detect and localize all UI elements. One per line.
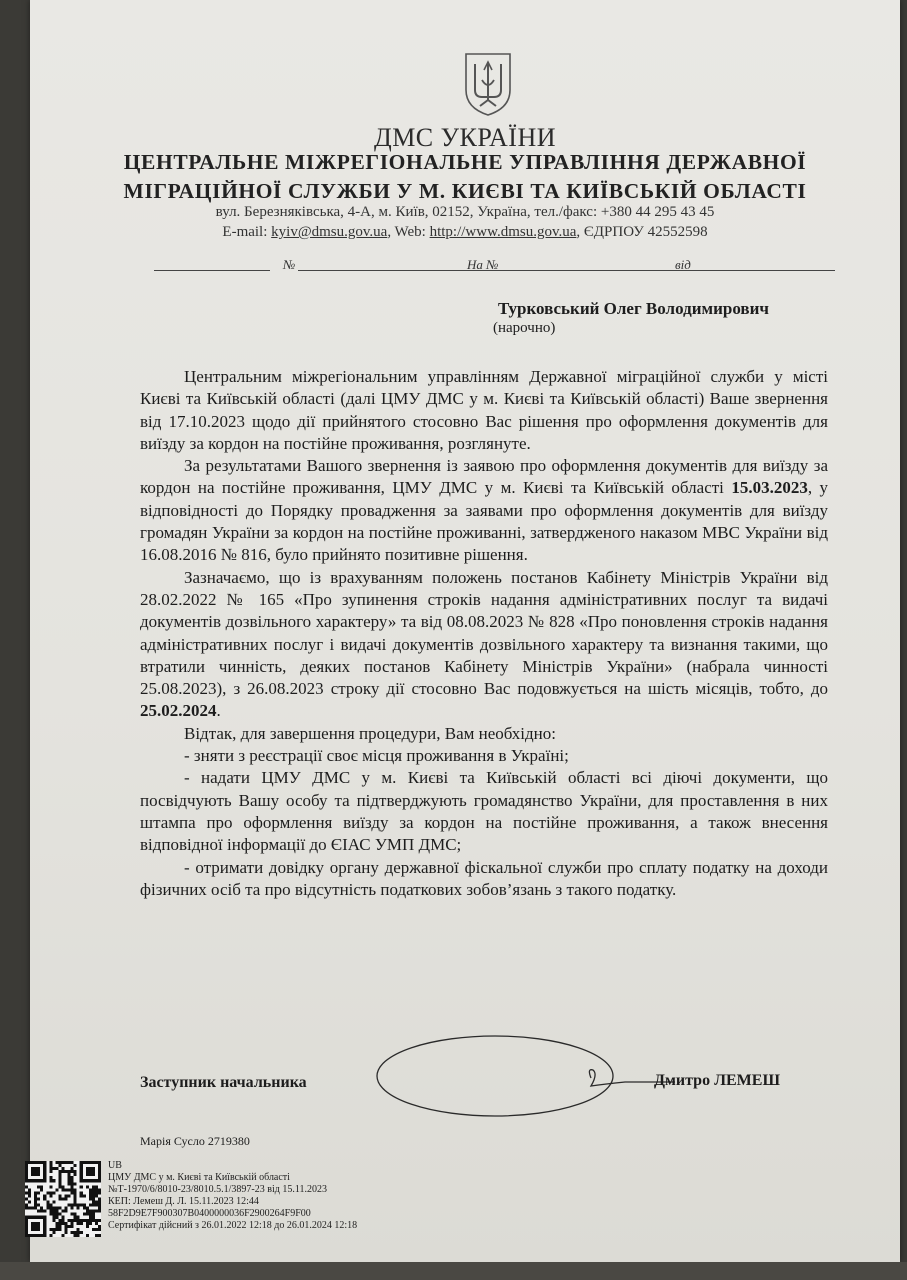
agency-name: ДМС УКРАЇНИ	[373, 123, 557, 152]
cert-line: 58F2D9E7F900307B0400000036F2900264F9F00	[108, 1208, 311, 1219]
cert-line: КЕП: Лемеш Д. Л. 15.11.2023 12:44	[108, 1196, 259, 1207]
date-blank-line	[154, 270, 270, 271]
paragraph: За результатами Вашого звернення із заявою про оформлення документів для виїзду за кордон на постійне проживання, ЦМУ ДМС у м. Києві та Київській області 15.03.2023, у відповідності до Порядку провадження за заявами про оформлення документів для виїзду громадян України за кордон на постійне проживанні, затвердженого наказом МВС України від 16.08.2016 № 816, було прийнято позитивне рішення.	[140, 456, 829, 565]
email-link[interactable]: kyiv@dmsu.gov.ua	[271, 224, 388, 240]
signature-mark	[355, 1028, 685, 1123]
web-link[interactable]: http://www.dmsu.gov.ua	[429, 224, 577, 240]
qr-code	[25, 1161, 101, 1237]
org-name-line2: МІГРАЦІЙНОЇ СЛУЖБИ У М. КИЄВІ ТА КИЇВСЬКІЙ ОБЛАСТІ	[123, 179, 807, 203]
cert-line: UB	[108, 1160, 122, 1171]
delivery-method: (нарочно)	[493, 320, 556, 336]
list-item: - отримати довідку органу державної фіскальної служби про сплату податку на доходи фізичних осіб та про відсутність податкових зобов’язань з такого податку.	[140, 857, 828, 899]
executor-contact: Марія Сусло 2719380	[140, 1134, 250, 1148]
from-label: від	[675, 257, 691, 272]
trident-emblem-icon	[458, 50, 518, 118]
cert-line: №Т-1970/6/8010-23/8010.5.1/3897-23 від 15.11.2023	[108, 1184, 327, 1195]
number-label: №	[283, 257, 296, 272]
number-blank-line	[298, 270, 835, 271]
deadline-date: 25.02.2024	[140, 701, 217, 721]
recipient-name: Турковський Олег Володимирович	[498, 299, 769, 318]
decision-date: 15.03.2023	[731, 478, 808, 498]
contacts-line: E-mail: kyiv@dmsu.gov.ua, Web: http://www.dmsu.gov.ua, ЄДРПОУ 42552598	[222, 224, 708, 240]
letter-body	[140, 366, 828, 901]
paragraph: Центральним міжрегіональним управлінням Державної міграційної служби у місті Києві та Київській області (далі ЦМУ ДМС у м. Києві та Київській області) Ваше звернення від 17.10.2023 щодо дії прийнятого стосовно Вас рішення про оформлення документів для виїзду за кордон на постійне проживання, розглянуте.	[140, 367, 828, 453]
list-item: - надати ЦМУ ДМС у м. Києві та Київській області всі діючі документи, що посвідчують Вашу особу та підтверджують громадянство України, для проставлення в них штампа про оформлення виїзду за кордон на постійне проживання, а також внесення відповідної інформації до ЄІАС УМП ДМС;	[140, 768, 828, 855]
letter-page	[30, 0, 900, 1262]
paragraph: Зазначаємо, що із врахуванням положень постанов Кабінету Міністрів України від 28.02.2022 № 165 «Про зупинення строків надання адміністративних послуг та видачі документів дозвільного характеру» та від 08.08.2023 № 828 «Про поновлення строків надання адміністративних послуг і видачі документів дозвільного характеру та визнання такими, що втратили чинність, деяких постанов Кабінету Міністрів України» (набрала чинності 25.08.2023), з 26.08.2023 строку дії стосовно Вас подовжується на шість місяців, тобто, до 25.02.2024.	[140, 567, 828, 721]
address-line: вул. Березняківська, 4-А, м. Київ, 02152, Україна, тел./факс: +380 44 295 43 45	[215, 204, 715, 220]
signatory-title: Заступник начальника	[140, 1074, 307, 1091]
signatory-name: Дмитро ЛЕМЕШ	[654, 1072, 781, 1089]
in-reply-label: На №	[467, 257, 499, 272]
cert-line: Сертифікат дійсний з 26.01.2022 12:18 до 26.01.2024 12:18	[108, 1220, 358, 1231]
cert-line: ЦМУ ДМС у м. Києві та Київській області	[108, 1172, 290, 1183]
paragraph: Відтак, для завершення процедури, Вам необхідно:	[184, 723, 556, 743]
list-item: - зняти з реєстрації своє місця проживання в Україні;	[184, 746, 569, 766]
org-name-line1: ЦЕНТРАЛЬНЕ МІЖРЕГІОНАЛЬНЕ УПРАВЛІННЯ ДЕРЖАВНОЇ	[123, 150, 807, 174]
table-surface	[0, 1262, 907, 1280]
e-signature-block	[108, 1160, 357, 1232]
